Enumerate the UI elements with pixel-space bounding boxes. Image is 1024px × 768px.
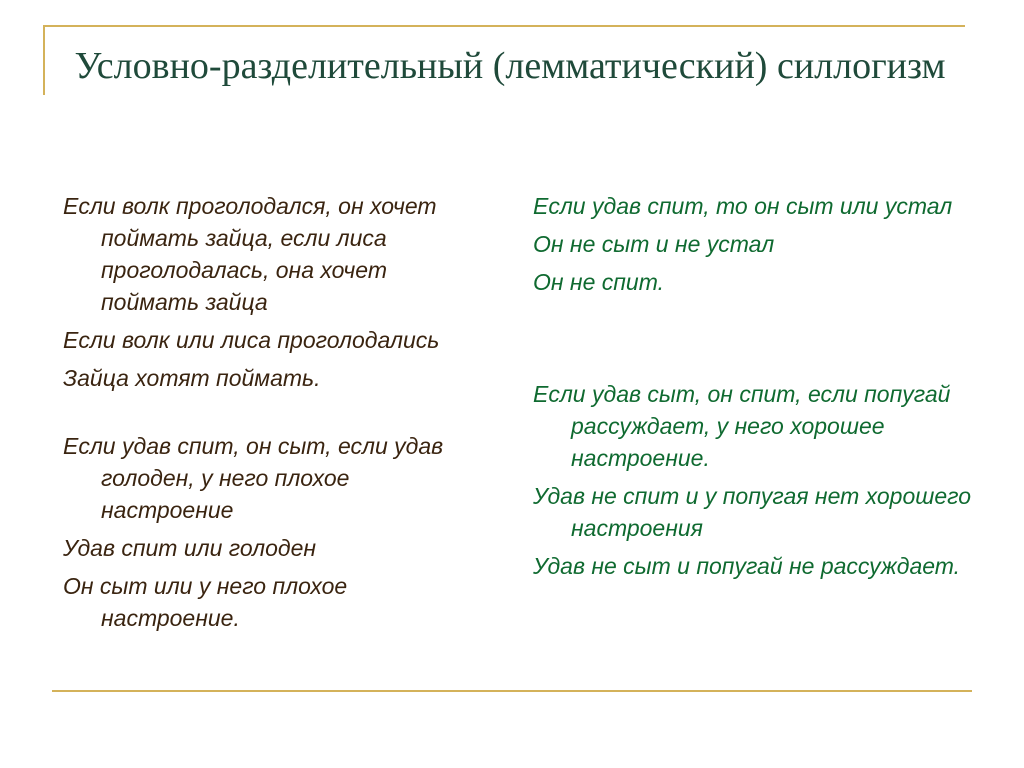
left-premise-major-1: Если волк проголодался, он хочет поймать зайца, если лиса проголодалась, она хочет поймать зайца	[63, 193, 437, 315]
left-premise-major-2: Если удав спит, он сыт, если удав голоден, у него плохое настроение	[63, 433, 444, 523]
right-premise-minor-2: Удав не спит и у попугая нет хорошего настроения	[533, 483, 972, 541]
left-conclusion-2: Он сыт или у него плохое настроение.	[63, 573, 348, 631]
left-conclusion-1: Зайца хотят поймать.	[63, 365, 321, 391]
right-premise-minor-1: Он не сыт и не устал	[533, 231, 775, 257]
right-conclusion-1: Он не спит.	[533, 269, 665, 295]
frame-line-left	[43, 25, 45, 95]
right-premise-major-2: Если удав сыт, он спит, если попугай рассуждает, у него хорошее настроение.	[533, 381, 951, 471]
left-column	[63, 190, 483, 640]
spacer	[63, 400, 483, 430]
frame-line-bottom	[52, 690, 972, 692]
left-premise-minor-2: Удав спит или голоден	[63, 535, 317, 561]
left-premise-minor-1: Если волк или лиса проголодались	[63, 327, 440, 353]
frame-line-top	[43, 25, 965, 27]
right-conclusion-2: Удав не сыт и попугай не рассуждает.	[533, 553, 961, 579]
slide-title: Условно-разделительный (лемматический) силлогизм	[74, 45, 946, 87]
right-premise-major-1: Если удав спит, то он сыт или устал	[533, 193, 953, 219]
spacer	[533, 304, 973, 378]
right-column	[533, 190, 973, 588]
